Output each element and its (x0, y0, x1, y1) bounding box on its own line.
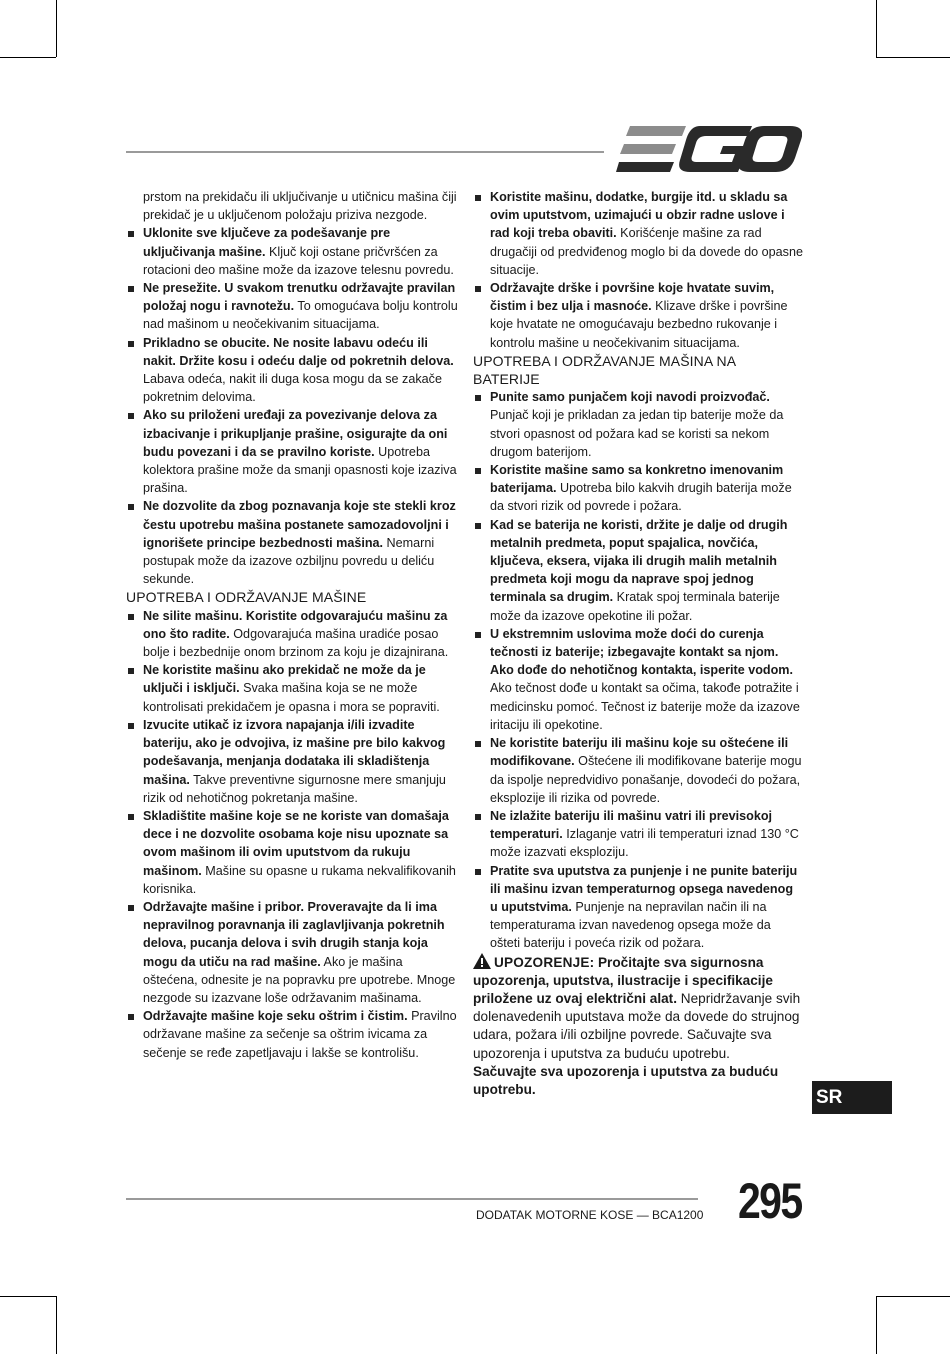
list-item: Ne dozvolite da zbog poznavanja koje ste stekli kroz čestu upotrebu mašina postanete samozadovoljni i ignorišete principe bezbednosti mašina. Nemarni postupak može da izazove ozbiljnu povredu u deliću sekunde. (126, 497, 458, 588)
left-column (126, 188, 458, 1062)
list-item: Uklonite sve ključeve za podešavanje pre uključivanja mašine. Ključ koji ostane pričvršćen za rotacioni deo mašine može da izazove telesnu povredu. (126, 224, 458, 279)
footer-title: DODATAK MOTORNE KOSE — BCA1200 (476, 1208, 704, 1222)
list-item: Ne izlažite bateriju ili mašinu vatri ili previsokoj temperaturi. Izlaganje vatri ili temperaturi iznad 130 °C može izazvati eksploziju. (473, 807, 803, 862)
right-column (473, 188, 803, 1099)
warning-bold-text: Pročitajte sva sigurnosna upozorenja, uputstva, ilustracije i specifikacije priložene uz ovaj električni alat. (473, 954, 773, 1006)
section-heading: UPOTREBA I ODRŽAVANJE MAŠINA NA BATERIJE (473, 352, 736, 388)
list-item: Koristite mašine samo sa konkretno imenovanim baterijama. Upotreba bilo kakvih drugih baterija može da stvori rizik od povrede i požara. (473, 461, 803, 516)
warning-text: Nepridržavanje svih dolenavedenih uputstava može da dovede do strujnog udara, požara i/ili ozbiljne povrede. Sačuvajte sva upozorenja i uputstva za buduću upotrebu. (473, 990, 801, 1061)
list-item: Održavajte drške i površine koje hvatate suvim, čistim i bez ulja i masnoće. Klizave drške i površine koje hvatate ne omogućavaju bezbedno rukovanje i kontrolu mašine u neočekivanim situacijama. (473, 279, 803, 352)
list-item: Punite samo punjačem koji navodi proizvođač. Punjač koji je prikladan za jedan tip baterije može da stvori opasnost od požara kad se koristi sa nekom drugom baterijom. (473, 388, 803, 461)
list-item: U ekstremnim uslovima može doći do curenja tečnosti iz baterije; izbegavajte kontakt sa njom. Ako dođe do nehotičnog kontakta, isperite vodom. Ako tečnost dođe u kontakt sa očima, takođe potražite i medicinsku pomoć. Tečnost iz baterije može da izazove iritaciju ili opekotine. (473, 625, 803, 734)
list-item: Održavajte mašine i pribor. Proveravajte da li ima nepravilnog poravnanja ili zaglavljivanja pokretnih delova, pucanja delova i svih drugih stanja koja mogu da utiču na rad mašine. Ako je mašina oštećena, odnesite je na popravku pre upotrebe. Mnoge nezgode su izazvane loše održavanim mašinama. (126, 898, 458, 1007)
list-item: Ne silite mašinu. Koristite odgovarajuću mašinu za ono što radite. Odgovarajuća mašina uradiće posao bolje i bezbednije onom brzinom za koju je dizajnirana. (126, 607, 458, 662)
warning-block: UPOZORENJE: Pročitajte sva sigurnosna upozorenja, uputstva, ilustracije i specifikacije priložene uz ovaj električni alat. Nepridržavanje svih dolenavedenih uputstava može da dovede do strujnog udara, požara i/ili ozbiljne povrede. Sačuvajte sva upozorenja i uputstva za buduću upotrebu. Sačuvajte sva upozorenja i uputstva za buduću upotrebu. (473, 954, 801, 1097)
list-item: Ako su priloženi uređaji za povezivanje delova za izbacivanje i prikupljanje prašine, osigurajte da oni budu povezani i da se pravilno koriste. Upotreba kolektora prašine može da smanji opasnosti koje izaziva prašina. (126, 406, 458, 497)
list-item: Pratite sva uputstva za punjenje i ne punite bateriju ili mašinu izvan temperaturnog opsega navedenog u uputstvima. Punjenje na nepravilan način ili na temperaturama izvan navedenog opsega može da ošteti bateriju i poveća rizik od požara. (473, 862, 803, 953)
section-heading: UPOTREBA I ODRŽAVANJE MAŠINE (126, 589, 367, 606)
list-item: Održavajte mašine koje seku oštrim i čistim. Pravilno održavane mašine za sečenje sa oštrim ivicama za sečenje se ređe zapetljavaju i lakše se kontrolišu. (126, 1007, 458, 1062)
crop-mark (0, 57, 56, 58)
crop-mark (56, 1296, 57, 1354)
list-item: Skladištite mašine koje se ne koriste van domašaja dece i ne dozvolite osobama koje nisu upoznate sa ovom mašinom ili ovim uputstvom da rukuju mašinom. Mašine su opasne u rukama nekvalifikovanih korisnika. (126, 807, 458, 898)
page-number: 295 (738, 1173, 802, 1229)
warning-closing: Sačuvajte sva upozorenja i uputstva za buduću upotrebu. (473, 1063, 779, 1097)
list-item: Ne koristite mašinu ako prekidač ne može da je uključi i isključi. Svaka mašina koja se ne može kontrolisati prekidačem je opasna i mora se popraviti. (126, 661, 458, 716)
intro-paragraph: prstom na prekidaču ili uključivanje u utičnicu mašina čiji prekidač je u uključenom položaju priziva nezgode. (143, 190, 457, 223)
list-item: Koristite mašinu, dodatke, burgije itd. u skladu sa ovim uputstvom, uzimajući u obzir radne uslove i rad koji treba obaviti. Korišćenje mašine za rad drugačiji od predviđenog moglo bi da dovede do opasne situacije. (473, 188, 803, 279)
crop-mark (876, 57, 950, 58)
ego-logo (616, 126, 802, 174)
warning-label: UPOZORENJE (494, 954, 590, 970)
crop-mark (0, 1296, 56, 1297)
list-item: Izvucite utikač iz izvora napajanja i/ili izvadite bateriju, ako je odvojiva, iz mašine pre bilo kakvog podešavanja, menjanja dodataka ili skladištenja mašina. Takve preventivne sigurnosne mere smanjuju rizik od nehotičnog pokretanja mašine. (126, 716, 458, 807)
list-item: Ne presežite. U svakom trenutku održavajte pravilan položaj nogu i ravnotežu. To omogućava bolju kontrolu nad mašinom u neočekivanim situacijama. (126, 279, 458, 334)
crop-mark (876, 0, 877, 57)
crop-mark (876, 1296, 877, 1354)
language-tab: SR (812, 1081, 892, 1114)
list-item: Ne koristite bateriju ili mašinu koje su oštećene ili modifikovane. Oštećene ili modifikovane baterije mogu da ispolje nepredvidivo ponašanje, dovodeći do požara, eksplozije ili rizika od povrede. (473, 734, 803, 807)
warning-triangle-icon (473, 953, 491, 969)
list-item: Kad se baterija ne koristi, držite je dalje od drugih metalnih predmeta, poput spajalica, novčića, ključeva, eksera, vijaka ili drugih malih metalnih predmeta koji mogu da naprave spoj jednog terminala sa drugim. Kratak spoj terminala baterije može da izazove opekotine ili požar. (473, 516, 803, 625)
footer-rule (126, 1198, 698, 1200)
header-rule (126, 151, 604, 153)
list-item: Prikladno se obucite. Ne nosite labavu odeću ili nakit. Držite kosu i odeću dalje od pokretnih delova. Labava odeća, nakit ili duga kosa mogu da se zakače pokretnim delovima. (126, 334, 458, 407)
crop-mark (876, 1296, 950, 1297)
crop-mark (56, 0, 57, 57)
